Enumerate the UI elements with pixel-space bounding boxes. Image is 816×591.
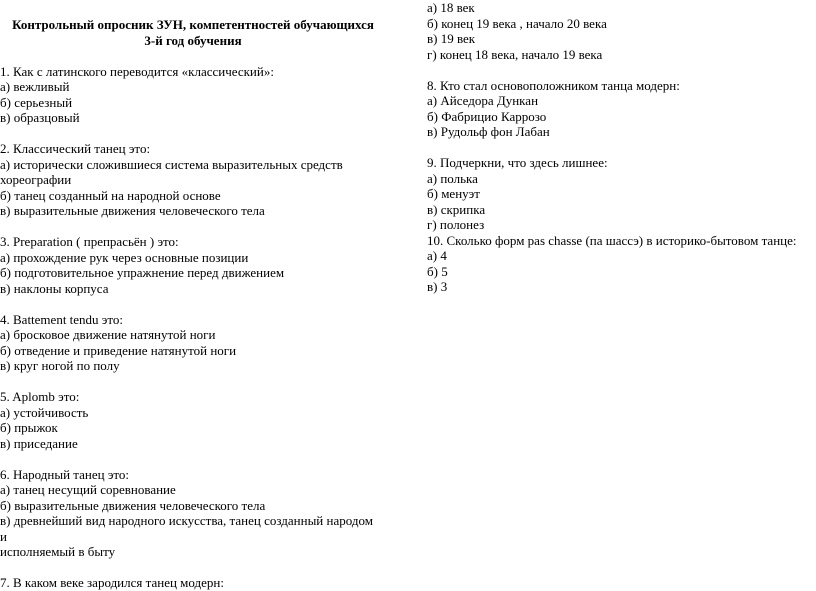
question-8-option-a: а) Айседора Дункан xyxy=(427,93,539,108)
spacer xyxy=(0,219,410,235)
question-5-option-b: б) прыжок xyxy=(0,420,58,435)
question-9-option-d: г) полонез xyxy=(427,217,485,232)
question-8: 8. Кто стал основоположником танца модерн: xyxy=(427,77,680,93)
question-10-option-a: а) 4 xyxy=(427,248,447,263)
question-3-option-b: б) подготовительное упражнение перед движением xyxy=(0,265,285,280)
question-6-option-c: в) древнейший вид народного искусства, танец созданный народом xyxy=(0,513,373,528)
question-6: 6. Народный танец это: xyxy=(0,466,130,482)
question-8-option-c: в) Рудольф фон Лабан xyxy=(427,124,550,139)
question-1: 1. Как с латинского переводится «классический»: xyxy=(0,63,274,79)
question-4-option-a: а) бросковое движение натянутой ноги xyxy=(0,327,216,342)
question-3-option-a: а) прохождение рук через основные позиции xyxy=(0,249,249,265)
question-7-option-a: а) 18 век xyxy=(427,0,475,15)
document-title: Контрольный опросник ЗУН, компетентностей обучающихся xyxy=(12,17,374,32)
spacer xyxy=(0,296,410,312)
question-7: 7. В каком веке зародился танец модерн: xyxy=(0,575,224,590)
question-2: 2. Классический танец это: xyxy=(0,141,151,156)
spacer xyxy=(0,48,410,64)
question-7-option-c: в) 19 век xyxy=(427,31,476,46)
question-4-option-b: б) отведение и приведение натянутой ноги xyxy=(0,342,237,358)
question-1-option-b: б) серьезный xyxy=(0,94,73,110)
spacer xyxy=(0,451,410,467)
question-6-option-c-cont: и xyxy=(0,528,7,544)
spacer xyxy=(0,374,410,390)
question-2-option-c: в) выразительные движения человеческого тела xyxy=(0,203,265,218)
question-6-option-c-cont2: исполняемый в быту xyxy=(0,544,116,559)
question-6-option-b: б) выразительные движения человеческого тела xyxy=(0,497,266,513)
question-5-option-c: в) приседание xyxy=(0,435,78,451)
question-2-option-a: а) исторически сложившиеся система выразительных средств xyxy=(0,156,343,172)
question-4-option-c: в) круг ногой по полу xyxy=(0,358,120,373)
left-column xyxy=(0,17,410,591)
question-2-option-b: б) танец созданный на народной основе xyxy=(0,187,221,203)
right-column xyxy=(427,0,816,295)
document-subtitle: 3-й год обучения xyxy=(144,32,242,48)
question-1-option-a: а) вежливый xyxy=(0,79,70,94)
question-9-option-b: б) менуэт xyxy=(427,186,480,201)
question-1-option-c: в) образцовый xyxy=(0,110,80,125)
spacer xyxy=(427,140,816,156)
question-8-option-b: б) Фабрицио Каррозо xyxy=(427,108,547,124)
spacer xyxy=(0,126,410,142)
question-10-option-c: в) 3 xyxy=(427,279,448,294)
question-9-option-c: в) скрипка xyxy=(427,201,486,217)
question-10-option-b: б) 5 xyxy=(427,263,448,279)
question-7-option-b: б) конец 19 века , начало 20 века xyxy=(427,15,607,31)
question-3-option-c: в) наклоны корпуса xyxy=(0,280,109,296)
question-5-option-a: а) устойчивость xyxy=(0,404,89,420)
spacer xyxy=(0,560,410,576)
question-2-option-a-cont: хореографии xyxy=(0,172,72,187)
spacer xyxy=(427,62,816,78)
question-6-option-a: а) танец несущий соревнование xyxy=(0,482,176,497)
question-10: 10. Сколько форм pas chasse (па шассэ) в историко-бытовом танце: xyxy=(427,232,797,248)
question-3: 3. Preparation ( препрасьён ) это: xyxy=(0,234,179,249)
question-9: 9. Подчеркни, что здесь лишнее: xyxy=(427,155,608,170)
question-5: 5. Aplomb это: xyxy=(0,389,80,404)
question-9-option-a: а) полька xyxy=(427,170,478,186)
question-4: 4. Battement tendu это: xyxy=(0,311,124,327)
question-7-option-d: г) конец 18 века, начало 19 века xyxy=(427,46,603,62)
